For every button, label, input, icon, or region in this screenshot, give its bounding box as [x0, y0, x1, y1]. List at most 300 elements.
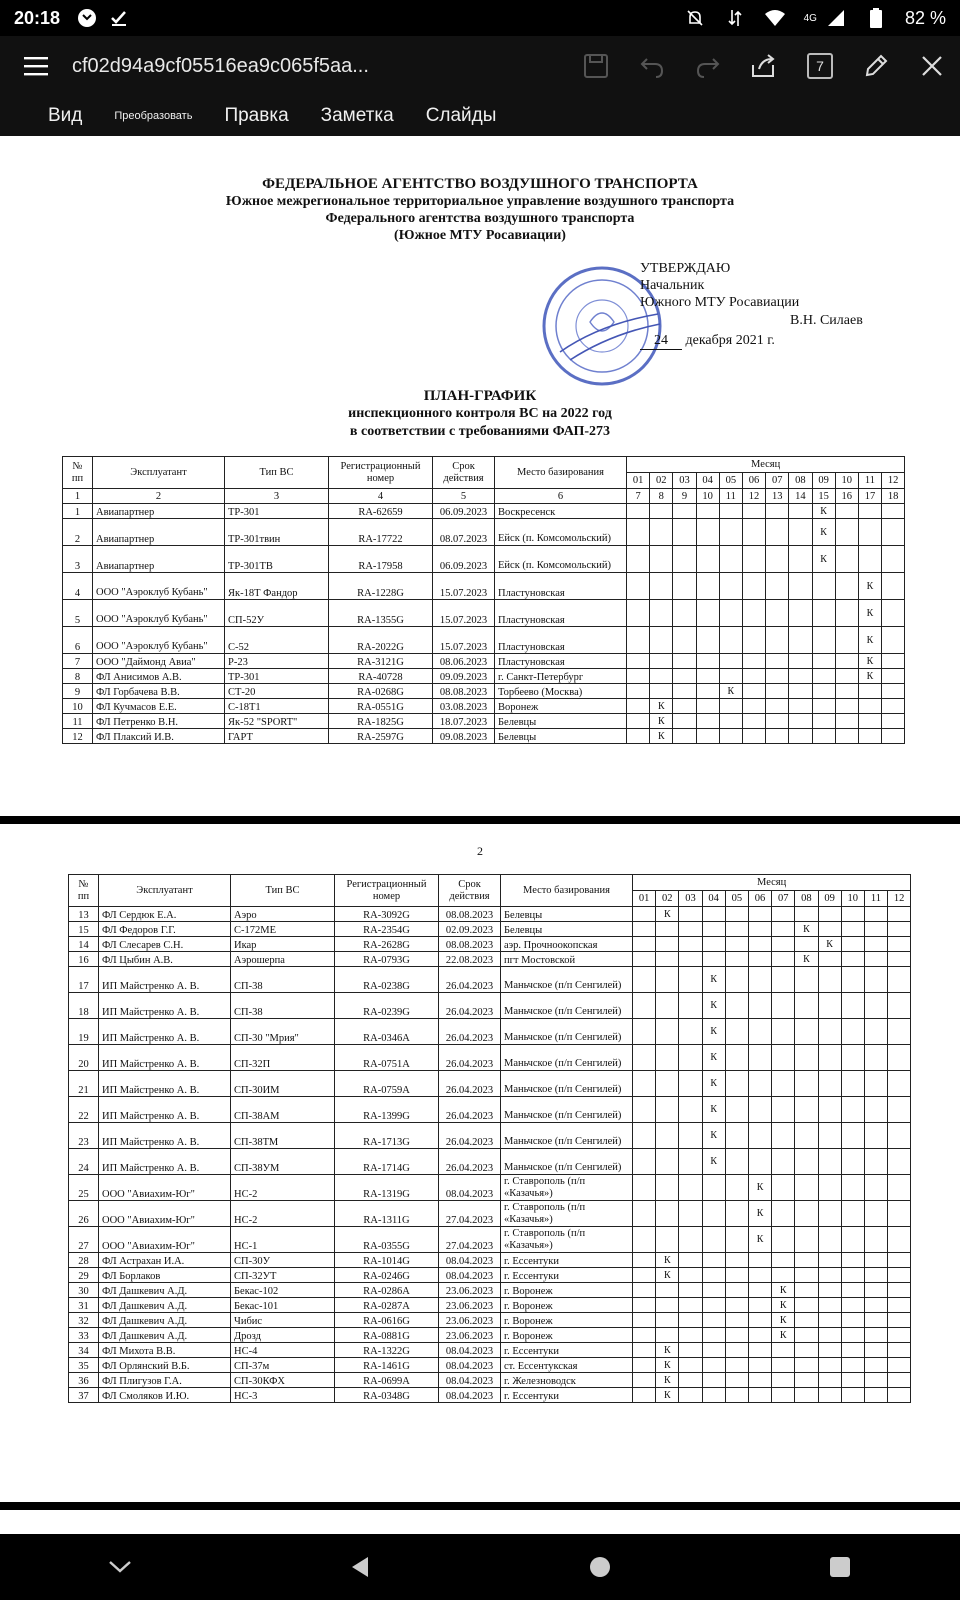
- column-number: 4: [329, 489, 433, 504]
- month-cell: [795, 937, 818, 952]
- month-cell: [627, 654, 650, 669]
- month-cell: [679, 1253, 702, 1268]
- row-number: 27: [69, 1227, 99, 1253]
- app-notification-icon: [76, 7, 98, 29]
- column-number: 3: [225, 489, 329, 504]
- aircraft-type-cell: СП-30 "Мрия": [231, 1019, 335, 1045]
- inspection-mark: К: [656, 1358, 679, 1373]
- validity-cell: 08.04.2023: [439, 1253, 501, 1268]
- row-number: 34: [69, 1343, 99, 1358]
- column-header-num: № пп: [63, 457, 93, 489]
- month-cell: [841, 1313, 864, 1328]
- undo-button[interactable]: [624, 36, 680, 96]
- month-cell: [858, 546, 881, 573]
- month-cell: [633, 1175, 656, 1201]
- validity-cell: 15.07.2023: [433, 627, 495, 654]
- aircraft-type-cell: Икар: [231, 937, 335, 952]
- month-cell: [772, 1388, 795, 1403]
- month-cell: [818, 952, 841, 967]
- validity-cell: 08.04.2023: [439, 1343, 501, 1358]
- month-cell: [742, 714, 765, 729]
- month-cell: [841, 1343, 864, 1358]
- column-number: 12: [742, 489, 765, 504]
- month-cell: [633, 1097, 656, 1123]
- validity-cell: 26.04.2023: [439, 993, 501, 1019]
- tab-edit[interactable]: Правка: [224, 105, 289, 126]
- validity-cell: 15.07.2023: [433, 573, 495, 600]
- month-cell: [656, 1227, 679, 1253]
- registration-cell: RA-1355G: [329, 600, 433, 627]
- month-cell: [882, 684, 905, 699]
- month-cell: [725, 1201, 748, 1227]
- month-header: 01: [627, 473, 650, 489]
- column-number: 10: [696, 489, 719, 504]
- validity-cell: 09.08.2023: [433, 729, 495, 744]
- month-cell: [679, 937, 702, 952]
- table-row: [63, 699, 905, 714]
- aircraft-type-cell: НС-1: [231, 1227, 335, 1253]
- operator-cell: ФЛ Федоров Г.Г.: [99, 922, 231, 937]
- month-cell: [656, 1175, 679, 1201]
- aircraft-type-cell: Бекас-102: [231, 1283, 335, 1298]
- base-cell: Маньчское (п/п Сенгилей): [501, 1045, 633, 1071]
- month-cell: [864, 1019, 887, 1045]
- month-cell: [742, 669, 765, 684]
- column-header-base: Место базирования: [495, 457, 627, 489]
- approval-month-year: декабря 2021 г.: [685, 333, 775, 348]
- month-cell: [650, 504, 673, 519]
- aircraft-type-cell: СП-38ТМ: [231, 1123, 335, 1149]
- month-cell: [679, 1298, 702, 1313]
- operator-cell: ИП Майстренко А. В.: [99, 1123, 231, 1149]
- month-cell: [795, 1149, 818, 1175]
- document-viewer[interactable]: [0, 136, 960, 1534]
- signal-icon: [825, 7, 847, 29]
- approval-org: Южного МТУ Росавиации: [640, 295, 800, 310]
- month-header: 12: [882, 473, 905, 489]
- month-cell: [864, 1123, 887, 1149]
- month-cell: [841, 1283, 864, 1298]
- month-cell: [818, 1201, 841, 1227]
- month-cell: [812, 729, 835, 744]
- inspection-mark: К: [656, 1373, 679, 1388]
- month-cell: [864, 1268, 887, 1283]
- month-cell: [882, 546, 905, 573]
- month-cell: [818, 1283, 841, 1298]
- month-cell: [702, 1358, 725, 1373]
- month-cell: [719, 699, 742, 714]
- inspection-mark: К: [772, 1283, 795, 1298]
- month-cell: [748, 1045, 771, 1071]
- column-header-validity: Срок действия: [433, 457, 495, 489]
- redo-button[interactable]: [680, 36, 736, 96]
- column-number: 17: [858, 489, 881, 504]
- base-cell: Пластуновская: [495, 573, 627, 600]
- registration-cell: RA-1714G: [335, 1149, 439, 1175]
- data-transfer-icon: [724, 7, 746, 29]
- home-button[interactable]: [570, 1537, 630, 1597]
- inspection-mark: К: [858, 573, 881, 600]
- month-cell: [789, 714, 812, 729]
- month-cell: [725, 922, 748, 937]
- month-cell: [888, 967, 911, 993]
- inspection-mark: К: [748, 1175, 771, 1201]
- table-row: [69, 1313, 911, 1328]
- row-number: 36: [69, 1373, 99, 1388]
- row-number: 31: [69, 1298, 99, 1313]
- month-cell: [702, 1253, 725, 1268]
- month-cell: [772, 952, 795, 967]
- validity-cell: 02.09.2023: [439, 922, 501, 937]
- inspection-mark: К: [702, 1149, 725, 1175]
- month-cell: [725, 1149, 748, 1175]
- app-bar: [0, 36, 960, 96]
- month-cell: [679, 967, 702, 993]
- month-cell: [818, 1328, 841, 1343]
- row-number: 35: [69, 1358, 99, 1373]
- battery-icon: [865, 7, 887, 29]
- month-cell: [772, 1019, 795, 1045]
- edit-button[interactable]: [848, 36, 904, 96]
- row-number: 25: [69, 1175, 99, 1201]
- month-cell: [656, 967, 679, 993]
- hide-keyboard-button[interactable]: [90, 1537, 150, 1597]
- operator-cell: ООО "Авиахим-Юг": [99, 1175, 231, 1201]
- month-cell: [725, 993, 748, 1019]
- operator-cell: ИП Майстренко А. В.: [99, 1071, 231, 1097]
- base-cell: Белевцы: [495, 714, 627, 729]
- table-row: [69, 967, 911, 993]
- month-cell: [679, 1019, 702, 1045]
- month-cell: [633, 1283, 656, 1298]
- month-cell: [696, 729, 719, 744]
- aircraft-type-cell: ТР-301твин: [225, 519, 329, 546]
- month-cell: [673, 729, 696, 744]
- tab-view[interactable]: Вид: [48, 105, 83, 126]
- month-cell: [627, 729, 650, 744]
- validity-cell: 23.06.2023: [439, 1313, 501, 1328]
- month-cell: [725, 1253, 748, 1268]
- month-cell: [702, 937, 725, 952]
- close-button[interactable]: [904, 36, 960, 96]
- table-row: [69, 1283, 911, 1298]
- month-cell: [818, 1175, 841, 1201]
- back-button[interactable]: [330, 1537, 390, 1597]
- month-cell: [656, 1019, 679, 1045]
- month-cell: [818, 1268, 841, 1283]
- month-cell: [748, 937, 771, 952]
- month-cell: [888, 952, 911, 967]
- month-cell: [679, 1343, 702, 1358]
- save-button[interactable]: [568, 36, 624, 96]
- aircraft-type-cell: СТ-20: [225, 684, 329, 699]
- month-cell: [633, 1313, 656, 1328]
- validity-cell: 08.08.2023: [439, 937, 501, 952]
- month-cell: [812, 684, 835, 699]
- validity-cell: 08.04.2023: [439, 1373, 501, 1388]
- month-cell: [812, 714, 835, 729]
- base-cell: Маньчское (п/п Сенгилей): [501, 1149, 633, 1175]
- operator-cell: ФЛ Горбачева В.В.: [93, 684, 225, 699]
- column-header-num: № пп: [69, 875, 99, 907]
- month-cell: [841, 1175, 864, 1201]
- aircraft-type-cell: ТР-301: [225, 669, 329, 684]
- column-header-type: Тип ВС: [231, 875, 335, 907]
- month-cell: [841, 1298, 864, 1313]
- month-cell: [888, 922, 911, 937]
- mode-tabs: [0, 96, 960, 136]
- month-cell: [888, 1253, 911, 1268]
- menu-button[interactable]: [0, 36, 72, 96]
- month-cell: [835, 699, 858, 714]
- month-cell: [841, 967, 864, 993]
- base-cell: Торбеево (Москва): [495, 684, 627, 699]
- month-cell: [789, 546, 812, 573]
- month-cell: [882, 627, 905, 654]
- registration-cell: RA-1322G: [335, 1343, 439, 1358]
- month-cell: [864, 1373, 887, 1388]
- month-cell: [656, 1149, 679, 1175]
- month-cell: [633, 937, 656, 952]
- month-cell: [627, 684, 650, 699]
- month-cell: [633, 1298, 656, 1313]
- month-cell: [633, 1253, 656, 1268]
- row-number: 10: [63, 699, 93, 714]
- recents-button[interactable]: [810, 1537, 870, 1597]
- approval-title: УТВЕРЖДАЮ: [640, 261, 731, 276]
- month-cell: [858, 504, 881, 519]
- registration-cell: RA-0239G: [335, 993, 439, 1019]
- row-number: 6: [63, 627, 93, 654]
- aircraft-type-cell: НС-2: [231, 1201, 335, 1227]
- page-count: 7: [807, 53, 833, 79]
- month-cell: [633, 952, 656, 967]
- operator-cell: ИП Майстренко А. В.: [99, 967, 231, 993]
- month-cell: [748, 1019, 771, 1045]
- tab-note[interactable]: Заметка: [320, 105, 394, 126]
- operator-cell: ФЛ Кучмасов Е.Е.: [93, 699, 225, 714]
- month-cell: [766, 669, 789, 684]
- aircraft-type-cell: ТР-301ТВ: [225, 546, 329, 573]
- month-cell: [812, 600, 835, 627]
- month-cell: [841, 1227, 864, 1253]
- month-cell: [789, 573, 812, 600]
- month-cell: [679, 952, 702, 967]
- month-cell: [679, 1358, 702, 1373]
- agency-subtitle-2: Федерального агентства воздушного транспорта: [325, 211, 635, 226]
- month-cell: [766, 714, 789, 729]
- base-cell: аэр. Прочноокопская: [501, 937, 633, 952]
- month-cell: [888, 907, 911, 922]
- month-header: 04: [702, 891, 725, 907]
- registration-cell: RA-0551G: [329, 699, 433, 714]
- month-cell: [627, 714, 650, 729]
- month-cell: [627, 627, 650, 654]
- month-cell: [888, 1328, 911, 1343]
- month-cell: [673, 714, 696, 729]
- month-cell: [789, 600, 812, 627]
- month-cell: [818, 1298, 841, 1313]
- month-cell: [696, 504, 719, 519]
- aircraft-type-cell: НС-3: [231, 1388, 335, 1403]
- month-cell: [679, 1283, 702, 1298]
- month-cell: [818, 1358, 841, 1373]
- month-cell: [818, 967, 841, 993]
- inspection-mark: К: [812, 519, 835, 546]
- month-cell: [835, 627, 858, 654]
- row-number: 14: [69, 937, 99, 952]
- month-cell: [696, 714, 719, 729]
- table-row: [69, 1123, 911, 1149]
- month-cell: [864, 1358, 887, 1373]
- status-bar: [0, 0, 960, 36]
- month-cell: [719, 669, 742, 684]
- month-cell: [789, 684, 812, 699]
- month-cell: [888, 1175, 911, 1201]
- month-cell: [772, 907, 795, 922]
- table-row: [63, 600, 905, 627]
- close-icon: [920, 54, 944, 78]
- undo-icon: [639, 53, 665, 79]
- month-cell: [719, 519, 742, 546]
- aircraft-type-cell: СП-32П: [231, 1045, 335, 1071]
- row-number: 4: [63, 573, 93, 600]
- month-cell: [725, 1388, 748, 1403]
- inspection-mark: К: [702, 967, 725, 993]
- registration-cell: RA-2597G: [329, 729, 433, 744]
- month-cell: [818, 1313, 841, 1328]
- month-cell: [888, 937, 911, 952]
- operator-cell: ФЛ Плигузов Г.А.: [99, 1373, 231, 1388]
- month-cell: [650, 627, 673, 654]
- validity-cell: 26.04.2023: [439, 1123, 501, 1149]
- column-number: 13: [766, 489, 789, 504]
- month-cell: [650, 573, 673, 600]
- base-cell: г. Ессентуки: [501, 1253, 633, 1268]
- month-cell: [656, 1283, 679, 1298]
- row-number: 7: [63, 654, 93, 669]
- month-cell: [841, 1045, 864, 1071]
- aircraft-type-cell: Аэрошерпа: [231, 952, 335, 967]
- operator-cell: ИП Майстренко А. В.: [99, 993, 231, 1019]
- month-cell: [818, 1123, 841, 1149]
- tab-convert[interactable]: Преобразовать: [114, 110, 193, 122]
- column-number: 9: [673, 489, 696, 504]
- table-row: [69, 1097, 911, 1123]
- aircraft-type-cell: СП-38: [231, 967, 335, 993]
- row-number: 1: [63, 504, 93, 519]
- month-cell: [725, 937, 748, 952]
- base-cell: г. Ставрополь (п/п «Казачья»): [501, 1175, 633, 1201]
- registration-cell: RA-1319G: [335, 1175, 439, 1201]
- month-cell: [888, 1227, 911, 1253]
- inspection-mark: К: [650, 699, 673, 714]
- table-row: [69, 1045, 911, 1071]
- base-cell: пгт Мостовской: [501, 952, 633, 967]
- plan-title: ПЛАН-ГРАФИК: [423, 388, 537, 404]
- registration-cell: RA-0355G: [335, 1227, 439, 1253]
- month-cell: [841, 1097, 864, 1123]
- table-row: [69, 1373, 911, 1388]
- base-cell: Ейск (п. Комсомольский): [495, 546, 627, 573]
- registration-cell: RA-2354G: [335, 922, 439, 937]
- month-cell: [841, 1201, 864, 1227]
- month-cell: [679, 1388, 702, 1403]
- month-cell: [748, 1268, 771, 1283]
- month-cell: [656, 1298, 679, 1313]
- month-cell: [841, 1268, 864, 1283]
- validity-cell: 26.04.2023: [439, 1071, 501, 1097]
- registration-cell: RA-0616G: [335, 1313, 439, 1328]
- page-separator: [0, 816, 960, 824]
- inspection-mark: К: [656, 1253, 679, 1268]
- month-cell: [748, 1298, 771, 1313]
- month-cell: [766, 699, 789, 714]
- month-cell: [795, 1123, 818, 1149]
- month-cell: [818, 1071, 841, 1097]
- column-number: 8: [650, 489, 673, 504]
- month-cell: [772, 1227, 795, 1253]
- month-cell: [650, 669, 673, 684]
- month-cell: [888, 1388, 911, 1403]
- column-header-operator: Эксплуатант: [99, 875, 231, 907]
- month-cell: [888, 1019, 911, 1045]
- month-cell: [795, 1227, 818, 1253]
- approval-signer: В.Н. Силаев: [790, 313, 863, 328]
- inspection-mark: К: [772, 1328, 795, 1343]
- month-cell: [795, 1298, 818, 1313]
- month-cell: [888, 1201, 911, 1227]
- aircraft-type-cell: Як-52 "SPORT": [225, 714, 329, 729]
- month-cell: [772, 1343, 795, 1358]
- registration-cell: RA-0346A: [335, 1019, 439, 1045]
- registration-cell: RA-17958: [329, 546, 433, 573]
- inspection-mark: К: [702, 1123, 725, 1149]
- month-cell: [835, 729, 858, 744]
- month-cell: [888, 1373, 911, 1388]
- month-cell: [725, 1358, 748, 1373]
- tab-slides[interactable]: Слайды: [425, 105, 497, 126]
- month-cell: [864, 1253, 887, 1268]
- row-number: 19: [69, 1019, 99, 1045]
- month-cell: [766, 684, 789, 699]
- row-number: 23: [69, 1123, 99, 1149]
- inspection-mark: К: [858, 654, 881, 669]
- month-cell: [725, 1268, 748, 1283]
- month-cell: [633, 1123, 656, 1149]
- month-cell: [702, 952, 725, 967]
- operator-cell: ИП Майстренко А. В.: [99, 1019, 231, 1045]
- table-row: [63, 573, 905, 600]
- month-cell: [789, 504, 812, 519]
- share-button[interactable]: [736, 36, 792, 96]
- month-cell: [864, 1283, 887, 1298]
- share-icon: [750, 53, 778, 79]
- month-cell: [725, 952, 748, 967]
- month-cell: [702, 1227, 725, 1253]
- month-cell: [888, 1358, 911, 1373]
- validity-cell: 26.04.2023: [439, 1045, 501, 1071]
- row-number: 12: [63, 729, 93, 744]
- month-cell: [795, 1313, 818, 1328]
- operator-cell: ФЛ Смоляков И.Ю.: [99, 1388, 231, 1403]
- validity-cell: 08.08.2023: [439, 907, 501, 922]
- base-cell: Маньчское (п/п Сенгилей): [501, 1097, 633, 1123]
- page-count-button[interactable]: [792, 36, 848, 96]
- month-cell: [766, 654, 789, 669]
- month-cell: [864, 993, 887, 1019]
- row-number: 18: [69, 993, 99, 1019]
